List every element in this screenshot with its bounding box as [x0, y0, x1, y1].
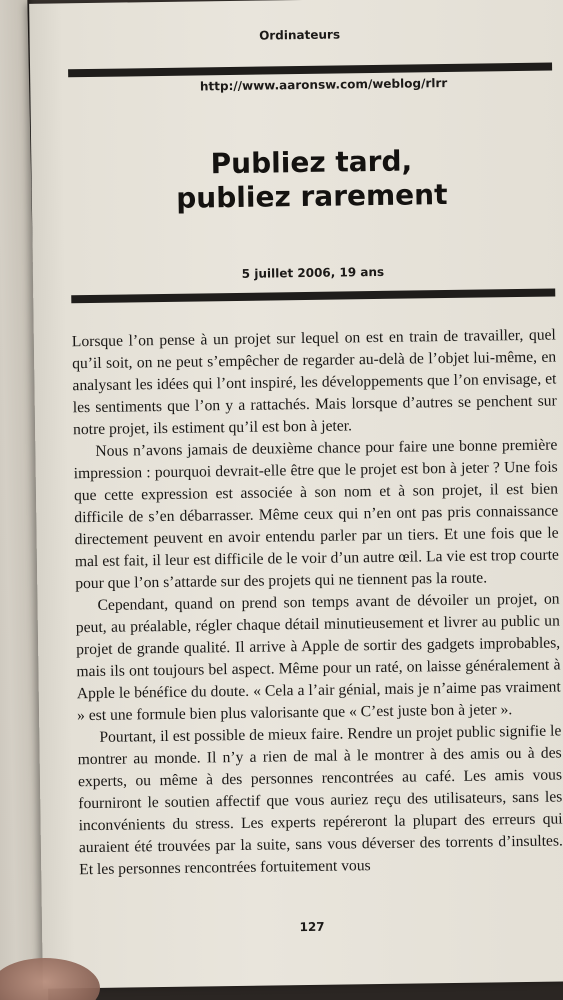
chapter-title-line-1: Publiez tard,: [210, 144, 413, 181]
paragraph: Cependant, quand on prend son temps avant de dévoiler un projet, on peut, au préalable, régler chaque détail minutieusement et livrer au public un projet de grande qualité. Il arrive à Apple de sortir des gadgets improbables, mais ils ont toujours bel aspect. Même pour un raté, on laisse généralement à Apple le bénéfice du doute. « Cela a l’air génial, mais je n’aime pas vraiment » est une formule bien plus valorisante que « C’est juste bon à jeter ».: [75, 590, 561, 725]
paragraph: Pourtant, il est possible de mieux faire. Rendre un projet public signifie le montrer au monde. Il n’y a rien de mal à le montrer à des amis ou à des experts, ou même à des personnes rencontrées au café. Les amis vous fourniront le soutien affectif que vous auriez reçu des utilisateurs, sans les inconvénients du stress. Les experts repéreront la plupart des erreurs qui auraient été trouvées par la suite, sans vous déverser des torrents d’insultes. Et les personnes rencontrées fortuitement vous: [77, 722, 563, 879]
body-text: [72, 324, 563, 881]
bottom-rule: [71, 289, 555, 304]
running-head: Ordinateurs: [259, 27, 341, 43]
chapter-title: [69, 143, 554, 218]
paragraph: Lorsque l’on pense à un projet sur lequel on est en train de travailler, quel qu’il soit, on ne peut s’empêcher de regarder au-delà de l’objet lui-même, en analysant les idées qui l’ont inspiré, les développements que l’on envisage, et les sentiments que l’on y a rattachés. Mais lorsque d’autres se penchent sur notre projet, ils estiment qu’il est bon à jeter.: [71, 326, 557, 439]
page-number: 127: [299, 919, 325, 935]
dateline: 5 juillet 2006, 19 ans: [241, 264, 385, 281]
source-url: http://www.aaronsw.com/weblog/rlrr: [199, 75, 448, 94]
book-page: [29, 0, 563, 989]
chapter-title-line-2: publiez rarement: [176, 177, 448, 215]
paragraph: Nous n’avons jamais de deuxième chance pour faire une bonne première impression : pourquoi devrait-elle être que le projet est bon à jeter ? Une fois que cette expression est associée à son nom et à son projet, il est bien difficile de s’en débarrasser. Même ceux qui n’en ont pas pris connaissance directement peuvent en avoir entendu parler par un tiers. Et une fois que le mal est fait, il leur est difficile de le voir d’un autre œil. La vie est trop courte pour que l’on s’attarde sur des projets qui ne tiennent pas la route.: [73, 436, 560, 593]
